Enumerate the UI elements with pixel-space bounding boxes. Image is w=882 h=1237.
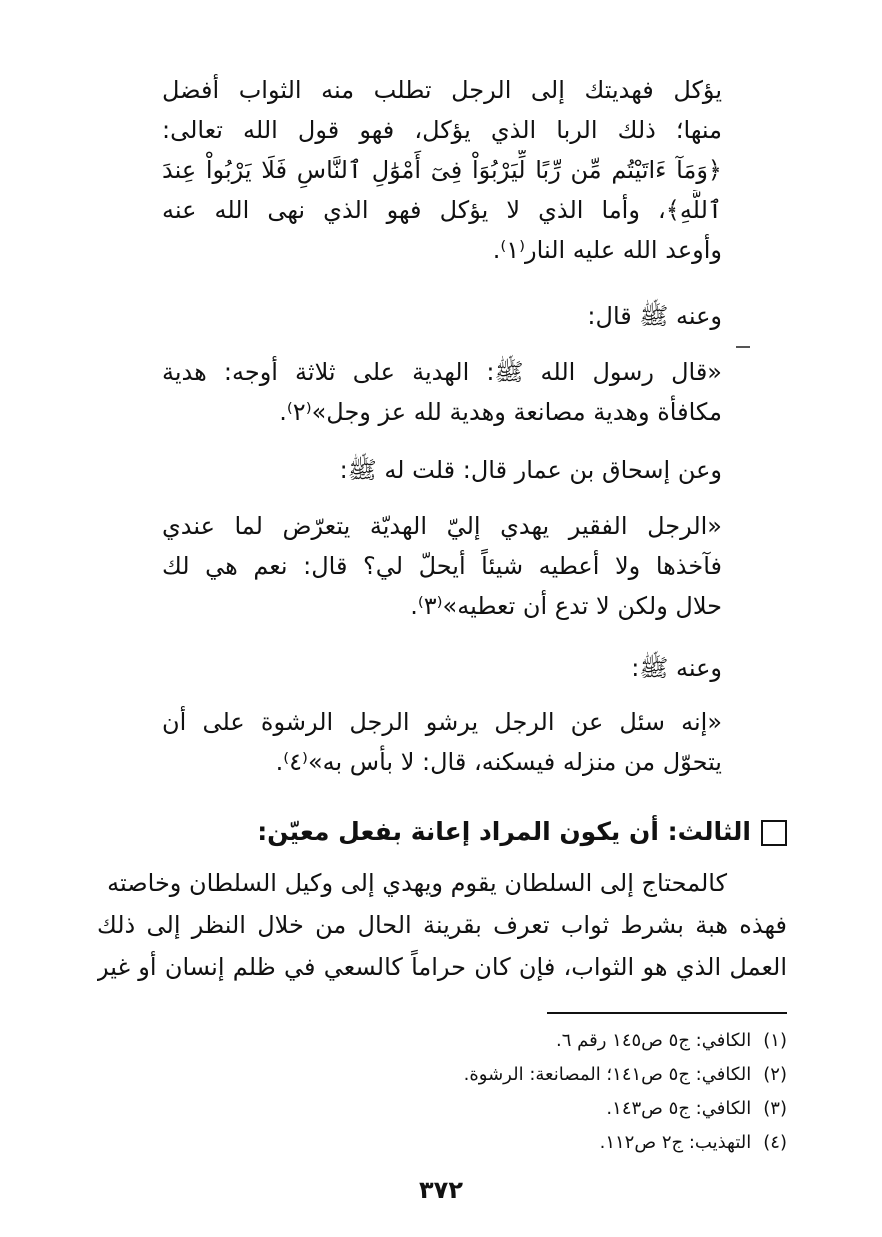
stray-mark <box>736 346 750 348</box>
footnote-1 <box>87 1026 787 1056</box>
section-heading <box>87 812 787 852</box>
paragraph-1 <box>162 70 722 270</box>
text-line: العمل الذي هو الثواب، فإن كان حراماً كالسعي في ظلم إنسان أو غير <box>97 953 787 981</box>
text-line: كالمحتاج إلى السلطان يقوم ويهدي إلى وكيل السلطان وخاصته <box>107 869 727 897</box>
footnote-number: (٣) <box>763 1098 787 1119</box>
quote-1 <box>162 352 722 432</box>
heading-text: الثالث: أن يكون المراد إعانة بفعل معيّن: <box>257 817 751 846</box>
quote-2 <box>162 506 722 626</box>
text-line: يتحوّل من منزله فيسكنه، قال: لا بأس به»⁽٤⁾. <box>275 748 722 776</box>
footnote-text: التهذيب: ج٢ ص١١٢. <box>599 1132 752 1153</box>
quote-3-intro <box>162 648 722 688</box>
footnote-number: (٢) <box>763 1064 787 1085</box>
text-line: وعنه ﷺ: <box>631 654 722 682</box>
quran-verse-line: ﴿وَمَآ ءَاتَيْتُم مِّن رِّبًا لِّيَرْبُوَاْ فِىٓ أَمْوَٰلِ ٱلنَّاسِ فَلَا يَرْبُواْ عِندَ <box>162 156 722 184</box>
footnote-text: الكافي: ج٥ ص١٤٥ رقم ٦. <box>556 1030 752 1051</box>
text-line: وعن إسحاق بن عمار قال: قلت له ﷺ: <box>339 456 722 484</box>
footnote-number: (١) <box>763 1030 787 1051</box>
quote-1-intro <box>162 296 722 336</box>
footnote-separator <box>547 1012 787 1014</box>
paragraph-2 <box>97 862 787 988</box>
text-line: «قال رسول الله ﷺ: الهدية على ثلاثة أوجه: هدية <box>162 358 722 386</box>
checkbox-square-icon <box>761 820 787 846</box>
text-line: حلال ولكن لا تدع أن تعطيه»⁽٣⁾. <box>410 592 722 620</box>
text-line: وأوعد الله عليه النار⁽١⁾. <box>492 236 722 264</box>
text-line: فآخذها ولا أعطيه شيئاً أيحلّ لي؟ قال: نعم هي لك <box>162 552 722 580</box>
text-line: منها؛ ذلك الربا الذي يؤكل، فهو قول الله تعالى: <box>162 116 722 144</box>
text-line: «إنه سئل عن الرجل يرشو الرجل الرشوة على أن <box>162 708 722 736</box>
text-line: يؤكل فهديتك إلى الرجل تطلب منه الثواب أفضل <box>162 76 722 104</box>
footnote-3 <box>87 1094 787 1124</box>
footnote-2 <box>87 1060 787 1090</box>
quote-3 <box>162 702 722 782</box>
text-line: وعنه ﷺ قال: <box>587 302 722 330</box>
text-line: فهذه هبة بشرط ثواب تعرف بقرينة الحال من خلال النظر إلى ذلك <box>97 911 787 939</box>
text-line: مكافأة وهدية مصانعة وهدية لله عز وجل»⁽٢⁾. <box>279 398 722 426</box>
text-line: «الرجل الفقير يهدي إليّ الهديّة يتعرّض لما عندي <box>162 512 722 540</box>
footnote-text: الكافي: ج٥ ص١٤٣. <box>606 1098 752 1119</box>
text-line: ٱللَّهِ﴾، وأما الذي لا يؤكل فهو الذي نهى الله عنه <box>162 196 722 224</box>
quote-2-intro <box>162 450 722 490</box>
footnote-4 <box>87 1128 787 1158</box>
page-number: ٣٧٢ <box>419 1176 463 1204</box>
footnote-number: (٤) <box>763 1132 787 1153</box>
footnote-text: الكافي: ج٥ ص١٤١؛ المصانعة: الرشوة. <box>463 1064 752 1085</box>
